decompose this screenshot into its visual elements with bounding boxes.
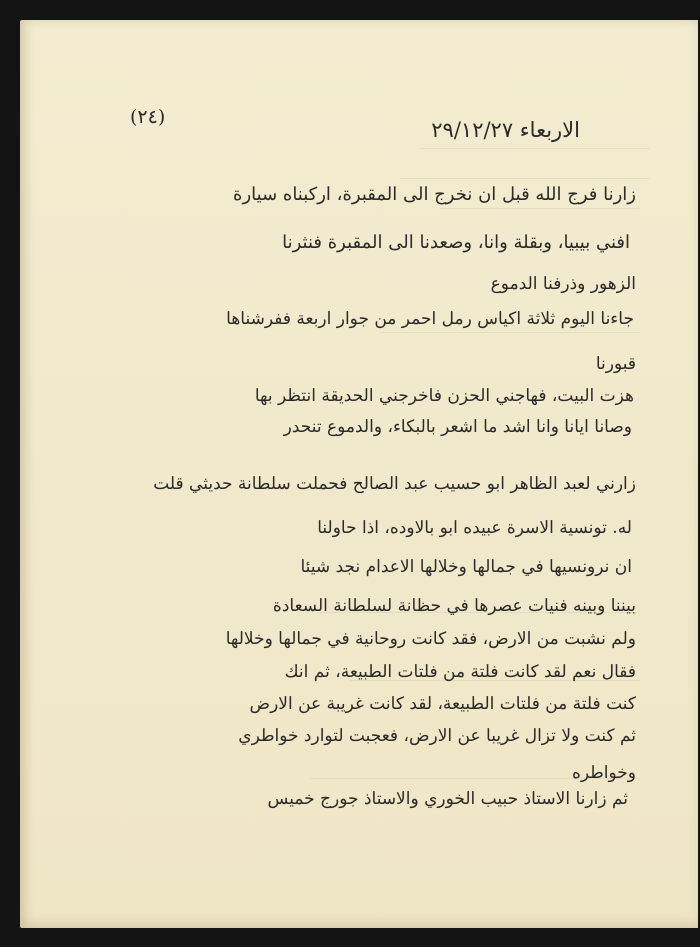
text-line: قبورنا <box>595 354 636 374</box>
handwritten-text-block <box>76 20 636 928</box>
text-line: ان نرونسيها في جمالها وخلالها الاعدام نجد شيئا <box>300 557 632 577</box>
weekday-label: الاربعاء <box>519 118 580 142</box>
date-value: ٢٩/١٢/٢٧ <box>431 118 514 142</box>
text-line: كنت فلتة من فلتات الطبيعة، لقد كانت غريبة عن الارض <box>249 694 636 714</box>
text-line: زارنا فرج الله قبل ان نخرج الى المقبرة، اركبناه سيارة <box>233 184 636 205</box>
text-line: ثم كنت ولا تزال غريبا عن الارض، فعجبت لتوارد خواطري <box>238 726 636 746</box>
text-line: وخواطره <box>571 763 636 783</box>
text-line: ثم زارنا الاستاذ حبيب الخوري والاستاذ جورج خميس <box>267 789 628 809</box>
text-line: افني بيبيا، وبقلة وانا، وصعدنا الى المقبرة فنثرنا <box>282 232 630 253</box>
text-line: ولم نشبت من الارض، فقد كانت روحانية في جمالها وخلالها <box>225 629 636 649</box>
text-line: هزت البيت، فهاجني الحزن فاخرجني الحديقة انتظر بها <box>254 386 634 406</box>
page-number: (٢٤) <box>130 106 166 128</box>
text-line: بيننا وبينه فنيات عصرها في حظانة لسلطانة السعادة <box>272 596 636 616</box>
text-line: الزهور وذرفنا الدموع <box>490 274 636 294</box>
text-line: فقال نعم لقد كانت فلتة من فلتات الطبيعة، ثم انك <box>284 662 636 682</box>
text-line: وصانا ايانا وانا اشد ما اشعر بالبكاء، والدموع تنحدر <box>283 417 632 437</box>
text-line: جاءنا اليوم ثلاثة اكياس رمل احمر من جوار اربعة ففرشناها <box>226 309 634 329</box>
manuscript-page <box>20 20 698 928</box>
text-line: زارني لعبد الظاهر ابو حسيب عبد الصالح فحملت سلطانة حديثي قلت <box>153 474 636 494</box>
text-line: له. تونسية الاسرة عبيده ابو بالاوده، اذا حاولنا <box>317 518 632 538</box>
